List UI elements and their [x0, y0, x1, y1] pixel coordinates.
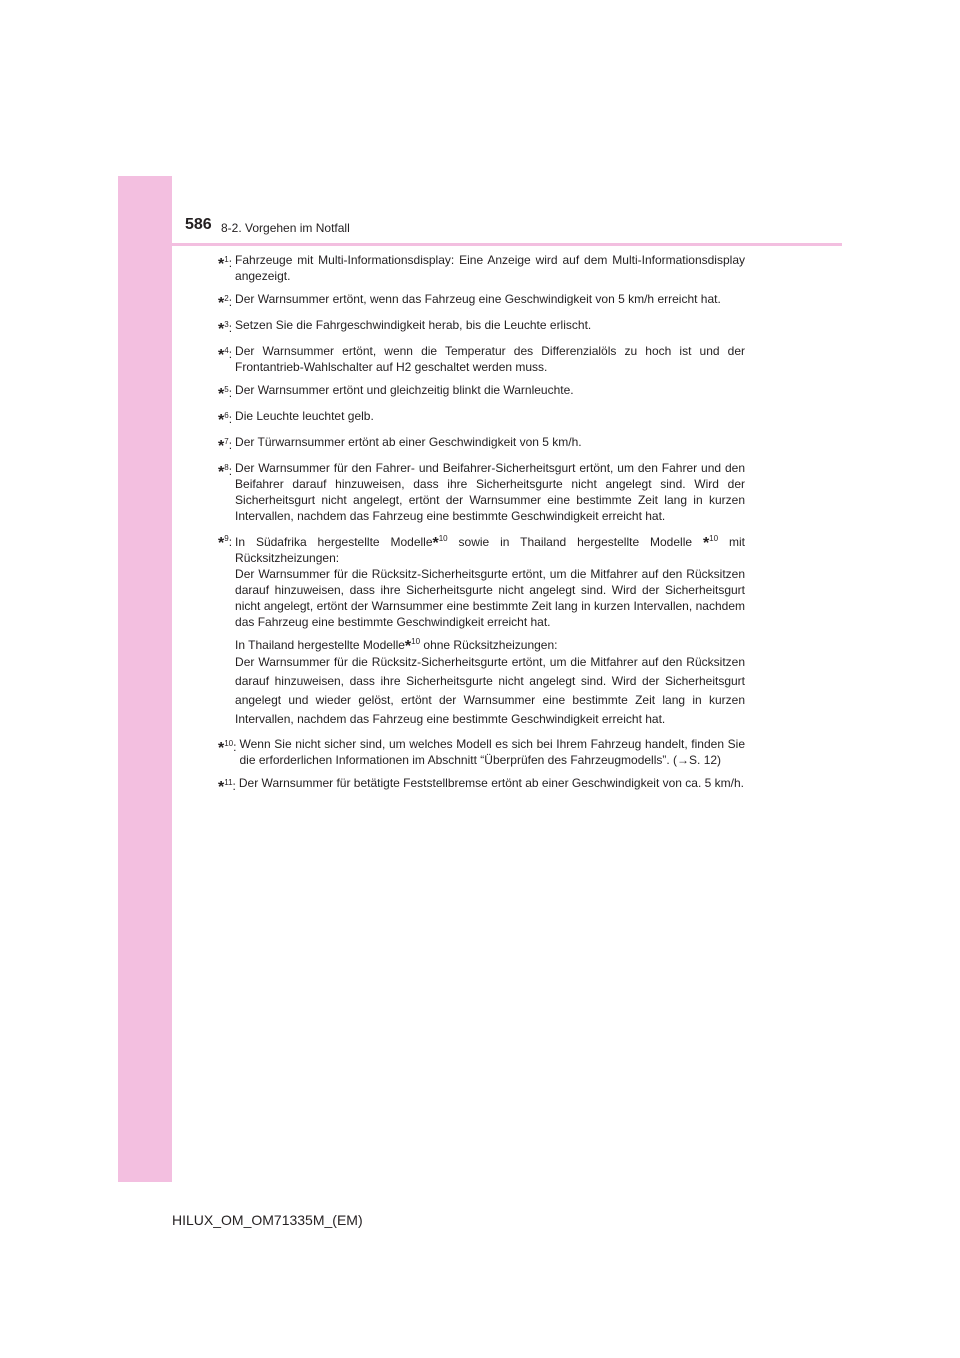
footnote-marker [218, 434, 232, 453]
footnote-8 [218, 460, 745, 524]
footnote-reference: 10 [438, 534, 448, 543]
arrow-right-icon: → [677, 753, 690, 767]
footnote-list [218, 252, 745, 801]
footnote-7 [218, 434, 745, 453]
page-reference-link[interactable]: S. 12) [689, 753, 722, 767]
footnote-marker [218, 531, 232, 550]
page-number: 586 [185, 216, 212, 233]
intro-text: In Südafrika hergestellte Modelle [235, 535, 433, 549]
footnote-11 [218, 775, 745, 794]
asterisk: * [218, 295, 225, 312]
asterisk: * [218, 779, 225, 796]
intro-text: mit Rücksitzheizungen: [235, 535, 745, 565]
colon: : [228, 412, 233, 426]
footnote-reference: 10 [411, 637, 421, 646]
footnote-text: Der Warnsummer für die Rücksitz-Sicherheitsgurte ertönt, um die Mitfahrer auf den Rücksitzen darauf hinzuweisen, dass ihre Sicherheitsgurte nicht angelegt sind. Wird der Sicherheitsgurt nicht angelegt, ertönt der Warnsummer eine bestimmte Zeit lang in kurzen Intervallen, nachdem das Fahrzeug eine bestimmte Geschwindigkeit erreicht hat. [235, 567, 745, 629]
footnote-number: 3 [224, 320, 229, 329]
footnote-marker [218, 252, 232, 271]
footnote-text: Wenn Sie nicht sicher sind, um welches Modell es sich bei Ihrem Fahrzeug handelt, finden Sie die erforderlichen Informationen im Abschnitt “Überprüfen des Fahrzeugmodells”. ( [239, 737, 745, 767]
footnote-number: 6 [224, 411, 229, 420]
footnote-text: Der Türwarnsummer ertönt ab einer Geschwindigkeit von 5 km/h. [235, 435, 582, 449]
asterisk: * [218, 438, 225, 455]
asterisk: * [218, 740, 225, 757]
asterisk: * [218, 386, 225, 403]
footnote-number: 4 [224, 346, 229, 355]
footnote-number: 1 [224, 255, 229, 264]
colon: : [228, 535, 233, 549]
footnote-4 [218, 343, 745, 375]
footnote-number: 10 [224, 739, 234, 748]
footnote-marker [218, 736, 236, 755]
footnote-marker [218, 408, 232, 427]
footnote-marker [218, 775, 236, 794]
footnote-text: Der Warnsummer für die Rücksitz-Sicherheitsgurte ertönt, um die Mitfahrer auf den Rücksitzen darauf hinzuweisen, dass ihre Sicherheitsgurte nicht angelegt sind. Wird der Sicherheitsgurt angelegt und wieder gelöst, ertönt der Warnsummer eine bestimmte Zeit lang in kurzen Intervallen, nachdem das Fahrzeug eine bestimmte Geschwindigkeit erreicht hat. [235, 655, 745, 726]
colon: : [228, 347, 233, 361]
footnote-body [232, 531, 745, 729]
footnote-number: 9 [224, 534, 229, 543]
footnote-marker [218, 291, 232, 310]
intro-text: In Thailand hergestellte Modelle [235, 638, 405, 652]
document-id: HILUX_OM_OM71335M_(EM) [172, 1212, 363, 1228]
asterisk: * [218, 347, 225, 364]
footnote-5 [218, 382, 745, 401]
colon: : [228, 464, 233, 478]
footnote-text: Der Warnsummer ertönt, wenn das Fahrzeug eine Geschwindigkeit von 5 km/h erreicht hat. [235, 292, 721, 306]
footnote-1 [218, 252, 745, 284]
footnote-marker [218, 382, 232, 401]
footnote-10 [218, 736, 745, 768]
footnote-text: Der Warnsummer für betätigte Feststellbremse ertönt ab einer Geschwindigkeit von ca. 5 km/h. [238, 776, 744, 790]
footnote-text: Setzen Sie die Fahrgeschwindigkeit herab, bis die Leuchte erlischt. [235, 318, 592, 332]
footnote-number: 11 [224, 778, 233, 787]
footnote-number: 5 [224, 385, 229, 394]
footnote-text: Der Warnsummer ertönt und gleichzeitig blinkt die Warnleuchte. [235, 383, 574, 397]
footnote-6 [218, 408, 745, 427]
section-title: 8-2. Vorgehen im Notfall [221, 221, 350, 235]
footnote-number: 8 [224, 463, 229, 472]
footnote-text: Die Leuchte leuchtet gelb. [235, 409, 374, 423]
footnote-marker [218, 317, 232, 336]
colon: : [228, 438, 233, 452]
asterisk: * [218, 321, 225, 338]
footnote-number: 2 [224, 294, 229, 303]
intro-text: ohne Rücksitzheizungen: [420, 638, 558, 652]
section-tab-bar [118, 176, 172, 1182]
footnote-reference: 10 [709, 534, 719, 543]
colon: : [232, 779, 236, 793]
asterisk: * [404, 638, 412, 655]
intro-text: sowie in Thailand hergestellte Modelle [447, 535, 703, 549]
colon: : [228, 321, 233, 335]
colon: : [228, 256, 233, 270]
asterisk: * [218, 464, 225, 481]
asterisk: * [218, 256, 225, 273]
asterisk: * [702, 535, 710, 552]
footnote-number: 7 [224, 437, 229, 446]
footnote-text: Der Warnsummer für den Fahrer- und Beifahrer-Sicherheitsgurt ertönt, um den Fahrer und den Beifahrer darauf hinzuweisen, dass ihre Sicherheitsgurte nicht angelegt sind. Wird der Sicherheitsgurt nicht angelegt, ertönt der Warnsummer eine bestimmte Zeit lang in kurzen Intervallen, nachdem das Fahrzeug eine bestimmte Geschwindigkeit erreicht hat. [235, 461, 745, 523]
footnote-body [236, 736, 745, 768]
header-divider [172, 243, 842, 246]
asterisk: * [432, 535, 439, 552]
footnote-9 [218, 531, 745, 729]
footnote-3 [218, 317, 745, 336]
footnote-marker [218, 460, 232, 479]
colon: : [228, 386, 233, 400]
footnote-text: Der Warnsummer ertönt, wenn die Temperatur des Differenzialöls zu hoch ist und der Frontantrieb-Wahlschalter auf H2 geschaltet werden muss. [235, 344, 745, 374]
asterisk: * [218, 412, 225, 429]
footnote-2 [218, 291, 745, 310]
colon: : [233, 740, 237, 754]
footnote-text: Fahrzeuge mit Multi-Informationsdisplay: Eine Anzeige wird auf dem Multi-Informationsdisplay angezeigt. [235, 253, 745, 283]
footnote-intro [235, 531, 745, 566]
footnote-marker [218, 343, 232, 362]
colon: : [228, 295, 233, 309]
asterisk: * [218, 535, 225, 552]
footnote-intro [235, 634, 745, 653]
